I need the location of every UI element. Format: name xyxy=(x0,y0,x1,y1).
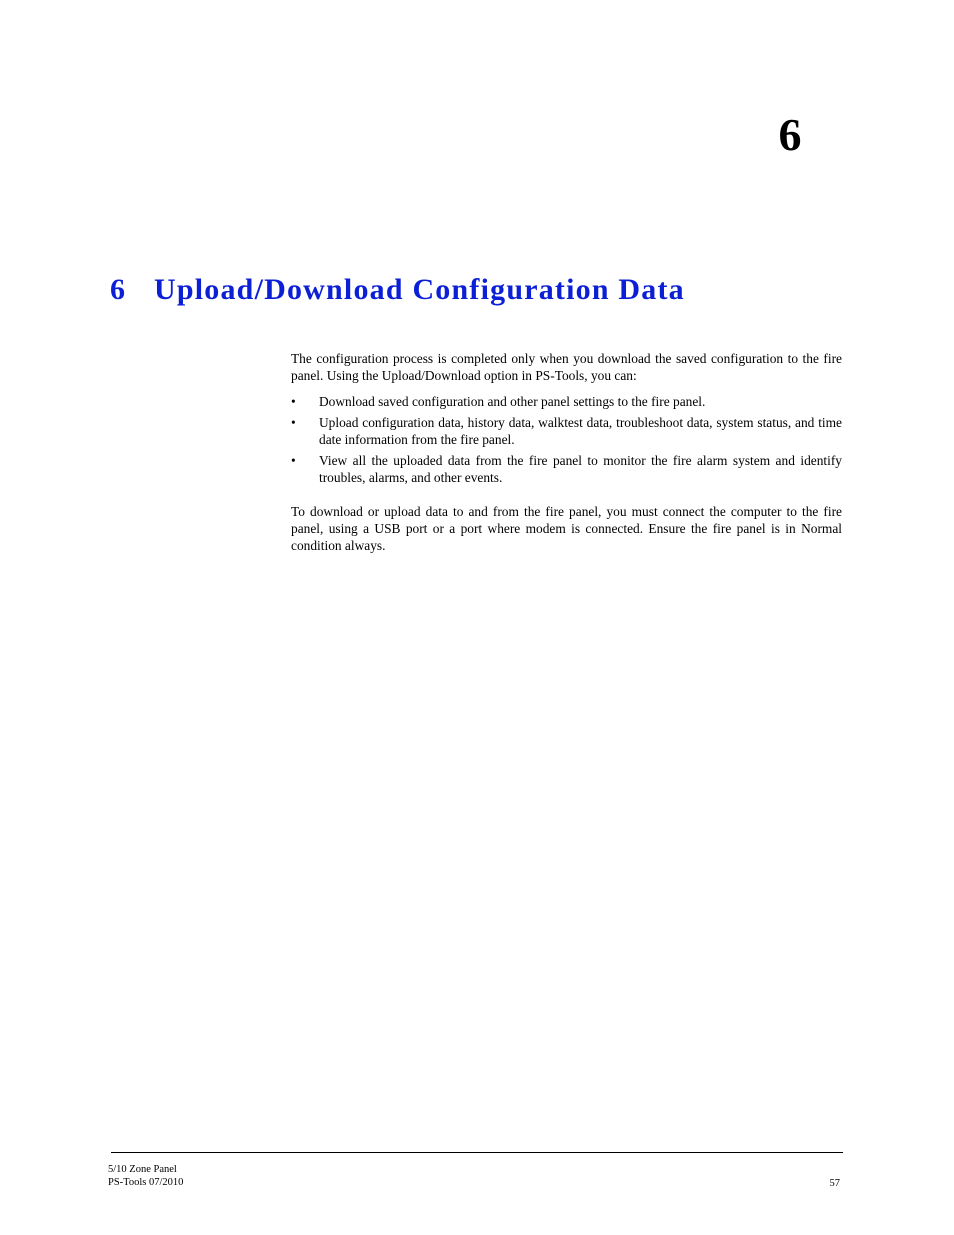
bullet-icon: • xyxy=(291,394,296,409)
list-item xyxy=(291,452,842,486)
list-item-text: Upload configuration data, history data, walktest data, troubleshoot data, system status, and time date information from the fire panel. xyxy=(319,415,842,447)
chapter-title xyxy=(110,272,685,308)
footer-doc: PS-Tools 07/2010 xyxy=(108,1177,184,1188)
list-item xyxy=(291,393,842,410)
intro-paragraph: The configuration process is completed only when you download the saved configuration to the fire panel. Using the Upload/Download option in PS-Tools, you can: xyxy=(291,351,842,383)
chapter-title-number: 6 xyxy=(110,273,127,306)
footer-product: 5/10 Zone Panel xyxy=(108,1164,177,1175)
closing-paragraph: To download or upload data to and from the fire panel, you must connect the computer to the fire panel, using a USB port or a port where modem is connected. Ensure the fire panel is in Normal condition always. xyxy=(291,504,842,553)
capability-list xyxy=(291,393,842,486)
chapter-title-text: Upload/Download Configuration Data xyxy=(154,273,685,306)
bullet-icon: • xyxy=(291,453,296,468)
chapter-number: 6 xyxy=(778,109,802,160)
chapter-content xyxy=(291,350,842,554)
list-item xyxy=(291,414,842,448)
footer-info xyxy=(108,1163,183,1189)
list-item-text: View all the uploaded data from the fire panel to monitor the fire alarm system and identify troubles, alarms, and other events. xyxy=(319,453,842,485)
bullet-icon: • xyxy=(291,415,296,430)
footer-divider xyxy=(111,1152,843,1153)
page-number: 57 xyxy=(829,1178,840,1189)
list-item-text: Download saved configuration and other panel settings to the fire panel. xyxy=(319,394,706,409)
